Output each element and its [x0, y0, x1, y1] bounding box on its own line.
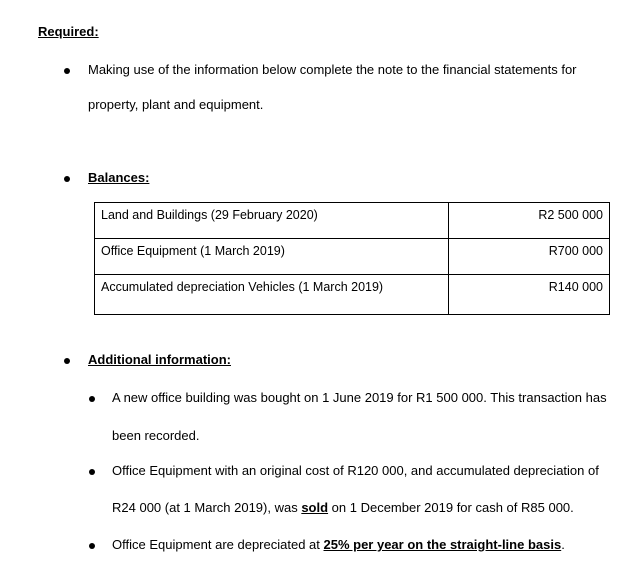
table-row [95, 239, 610, 275]
item-3-rate-emphasis: 25% per year on the straight-line basis [323, 537, 562, 552]
bullet-icon [89, 469, 95, 475]
item-3-text-after: . [561, 537, 565, 552]
table-row [95, 275, 610, 315]
item-2-sold-emphasis: sold [301, 500, 329, 515]
balances-title: Balances: [88, 170, 150, 185]
bullet-icon [89, 543, 95, 549]
item-2-text-after: on 1 December 2019 for cash of R85 000. [328, 500, 574, 515]
bullet-icon [64, 176, 70, 182]
additional-info-title: Additional information: [88, 352, 231, 367]
additional-item-1-line-1: A new office building was bought on 1 June 2019 for R1 500 000. This transaction has [112, 390, 607, 405]
instruction-line-2: property, plant and equipment. [88, 97, 264, 112]
item-3-text-before: Office Equipment are depreciated at [112, 537, 324, 552]
additional-item-2-line-1: Office Equipment with an original cost of R120 000, and accumulated depreciation of [112, 463, 599, 478]
item-2-text-before: R24 000 (at 1 March 2019), was [112, 500, 302, 515]
balance-description: Land and Buildings (29 February 2020) [95, 203, 449, 239]
additional-item-2-line-2 [112, 500, 574, 515]
instruction-line-1: Making use of the information below complete the note to the financial statements for [88, 62, 577, 77]
bullet-icon [89, 396, 95, 402]
balance-amount: R2 500 000 [449, 203, 610, 239]
balance-amount: R140 000 [449, 275, 610, 315]
bullet-icon [64, 358, 70, 364]
balance-amount: R700 000 [449, 239, 610, 275]
balance-description: Accumulated depreciation Vehicles (1 March 2019) [95, 275, 449, 315]
balance-description: Office Equipment (1 March 2019) [95, 239, 449, 275]
bullet-icon [64, 68, 70, 74]
table-row [95, 203, 610, 239]
additional-item-3 [112, 537, 565, 552]
additional-item-1-line-2: been recorded. [112, 428, 200, 443]
required-heading: Required: [38, 24, 99, 39]
balances-table [94, 202, 610, 315]
